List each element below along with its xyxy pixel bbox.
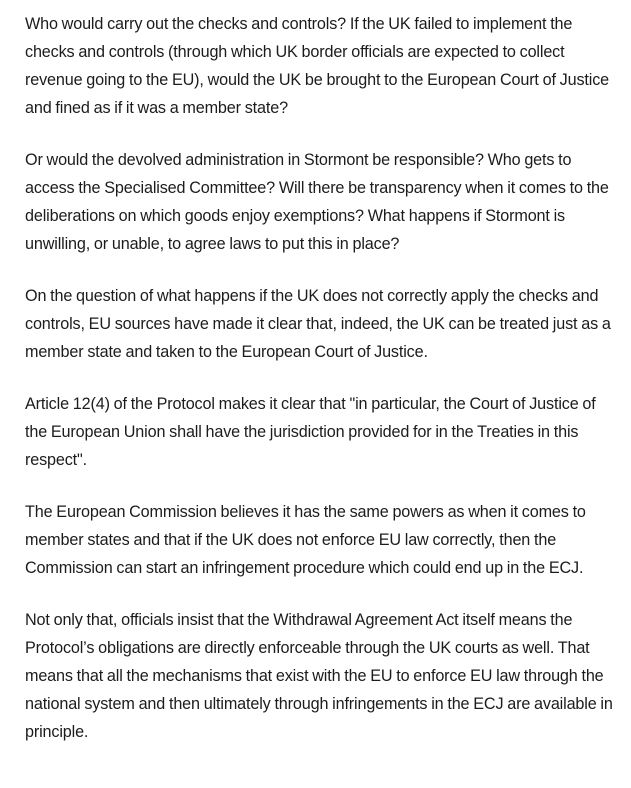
paragraph-stormont: Or would the devolved administration in Stormont be responsible? Who gets to access the Specialised Committee? Will there be transparency when it comes to the deliberations on which goods enjoy exemptions? What happens if Stormont is unwilling, or unable, to agree laws to put this in place? — [25, 151, 609, 253]
paragraph-european-commission: The European Commission believes it has the same powers as when it comes to member states and that if the UK does not enforce EU law correctly, then the Commission can start an infringement procedure which could end up in the ECJ. — [25, 503, 586, 577]
paragraph-article-12-4: Article 12(4) of the Protocol makes it clear that "in particular, the Court of Justice of the European Union shall have the jurisdiction provided for in the Treaties in this respect". — [25, 395, 596, 469]
paragraph-eu-sources: On the question of what happens if the UK does not correctly apply the checks and controls, EU sources have made it clear that, indeed, the UK can be treated just as a member state and taken to the European Court of Justice. — [25, 287, 611, 361]
paragraph-withdrawal-agreement: Not only that, officials insist that the Withdrawal Agreement Act itself means the Protocol’s obligations are directly enforceable through the UK courts as well. That means that all the mechanisms that exist with the EU to enforce EU law through the national system and then ultimately through infringements in the ECJ are available in principle. — [25, 611, 613, 741]
paragraph-checks-and-controls: Who would carry out the checks and controls? If the UK failed to implement the checks and controls (through which UK border officials are expected to collect revenue going to the EU), would the UK be brought to the European Court of Justice and fined as if it was a member state? — [25, 15, 610, 117]
article-body — [25, 10, 621, 770]
